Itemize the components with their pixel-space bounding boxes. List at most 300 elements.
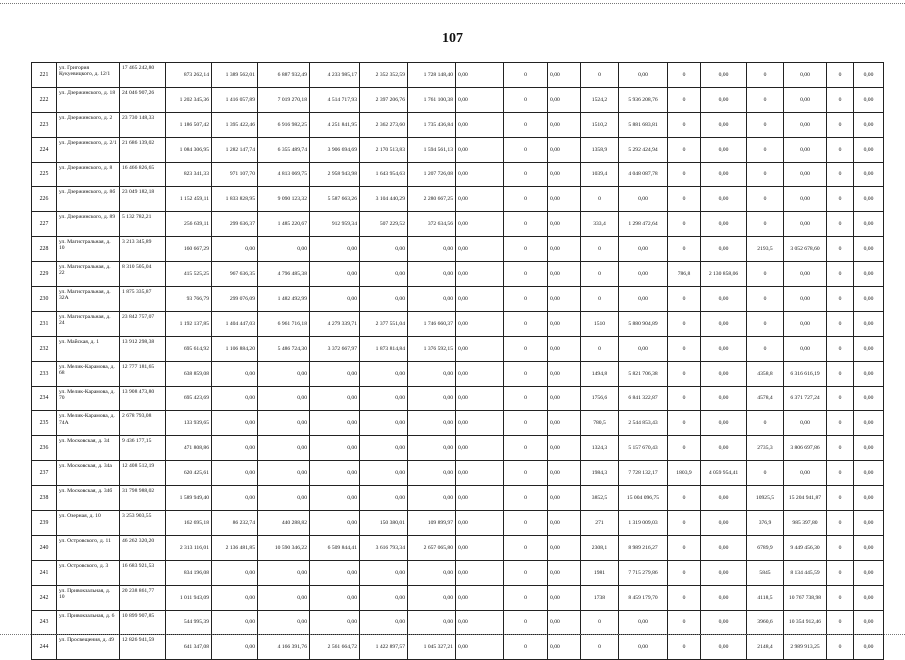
value-cell: 0,00 [408,436,456,461]
value-cell: 0,00 [456,461,504,486]
value-cell: 0 [827,162,854,187]
value-cell: 0,00 [310,610,360,635]
value-cell: 1358,9 [581,137,619,162]
value-cell: 0 [668,535,701,560]
address-cell: ул. Майская, д. 1 [57,336,120,361]
value-cell: 0,00 [310,511,360,536]
row-number: 230 [32,287,57,312]
address-cell: ул. Просвещения, д. 49 [57,635,120,660]
value-cell: 0,00 [456,87,504,112]
value-cell: 0,00 [619,610,668,635]
value-cell: 5 821 706,38 [619,361,668,386]
value-cell: 0,00 [701,436,747,461]
value-cell: 0,00 [548,63,581,88]
value-cell: 0,00 [456,187,504,212]
table-row [32,212,884,237]
table-row [32,436,884,461]
value-cell: 6 355 489,74 [258,137,310,162]
value-cell: 1 202 345,36 [166,87,212,112]
value-cell: 8 989 216,27 [619,535,668,560]
value-cell: 0,00 [310,237,360,262]
address-cell: ул. Магистральная, д. 22 [57,262,120,287]
value-cell: 5845 [747,560,784,585]
value-cell: 1524,2 [581,87,619,112]
value-cell: 6 371 727,24 [784,386,827,411]
value-cell: 2 280 667,25 [408,187,456,212]
row-number: 237 [32,461,57,486]
value-cell: 0,00 [854,560,884,585]
value-cell: 0,00 [456,112,504,137]
value-cell: 0,00 [456,436,504,461]
value-cell: 0,00 [456,511,504,536]
value-cell: 1 192 137,85 [166,311,212,336]
row-number: 231 [32,311,57,336]
address-cell: ул. Дзержинского, д. 89 [57,212,120,237]
value-cell: 1 404 447,03 [212,311,258,336]
value-cell: 4 251 841,95 [310,112,360,137]
value-cell: 4 059 954,41 [701,461,747,486]
value-cell: 507 229,52 [360,212,408,237]
value-cell: 0,00 [212,585,258,610]
value-cell: 1 045 327,21 [408,635,456,660]
value-cell: 0,00 [854,262,884,287]
address-cell: ул. Дзержинского, д. 2/1 [57,137,120,162]
value-cell: 0,00 [258,386,310,411]
value-cell: 3852,5 [581,486,619,511]
value-cell: 0 [827,361,854,386]
value-cell: 0 [581,237,619,262]
value-cell: 620 425,61 [166,461,212,486]
value-cell: 0,00 [212,610,258,635]
value-cell: 0,00 [258,560,310,585]
value-cell: 12 777 181,65 [120,361,166,386]
value-cell: 1 011 943,09 [166,585,212,610]
value-cell: 0 [827,560,854,585]
value-cell: 23 730 148,33 [120,112,166,137]
value-cell: 0,00 [854,635,884,660]
value-cell: 4578,4 [747,386,784,411]
value-cell: 0,00 [408,486,456,511]
value-cell: 0,00 [619,635,668,660]
value-cell: 4 166 391,76 [258,635,310,660]
row-number: 241 [32,560,57,585]
value-cell: 93 766,79 [166,287,212,312]
value-cell: 24 046 907,26 [120,87,166,112]
value-cell: 0 [668,237,701,262]
value-cell: 6 961 716,18 [258,311,310,336]
value-cell: 0,00 [619,262,668,287]
value-cell: 1 761 100,38 [408,87,456,112]
value-cell: 6 316 616,19 [784,361,827,386]
value-cell: 0 [747,137,784,162]
value-cell: 31 798 988,02 [120,486,166,511]
value-cell: 0,00 [548,585,581,610]
address-cell: ул. Московская, д. 34 [57,436,120,461]
value-cell: 0,00 [854,511,884,536]
address-cell: ул. Дзержинского, д. 8б [57,187,120,212]
row-number: 240 [32,535,57,560]
value-cell: 0,00 [619,287,668,312]
value-cell: 2 657 065,80 [408,535,456,560]
value-cell: 162 695,18 [166,511,212,536]
value-cell: 1 376 592,15 [408,336,456,361]
value-cell: 0 [747,311,784,336]
value-cell: 0 [827,436,854,461]
value-cell: 0 [504,187,548,212]
value-cell: 0 [668,162,701,187]
value-cell: 0,00 [784,262,827,287]
value-cell: 0 [827,585,854,610]
value-cell: 2 544 853,43 [619,411,668,436]
value-cell: 2 313 116,01 [166,535,212,560]
table-row [32,486,884,511]
value-cell: 3 104 440,29 [360,187,408,212]
value-cell: 0,00 [212,386,258,411]
address-cell: ул. Дзержинского, д. 2 [57,112,120,137]
value-cell: 2 352 352,59 [360,63,408,88]
value-cell: 23 049 182,18 [120,187,166,212]
value-cell: 2 989 913,25 [784,635,827,660]
value-cell: 0 [827,610,854,635]
value-cell: 0 [668,560,701,585]
value-cell: 0,00 [456,212,504,237]
value-cell: 0,00 [854,386,884,411]
value-cell: 0 [747,162,784,187]
value-cell: 0,00 [408,237,456,262]
value-cell: 0 [747,87,784,112]
value-cell: 0,00 [548,162,581,187]
value-cell: 10925,5 [747,486,784,511]
value-cell: 1 207 726,08 [408,162,456,187]
page-number: 107 [442,31,463,46]
address-cell: ул. Григория Кукуевицкого, д. 12/1 [57,63,120,88]
table-row [32,87,884,112]
table-row [32,63,884,88]
value-cell: 1 298 472,64 [619,212,668,237]
value-cell: 0,00 [701,511,747,536]
value-cell: 12 408 512,19 [120,461,166,486]
value-cell: 967 636,35 [212,262,258,287]
value-cell: 333,4 [581,212,619,237]
value-cell: 0,00 [456,635,504,660]
value-cell: 21 686 139,02 [120,137,166,162]
row-number: 227 [32,212,57,237]
value-cell: 0,00 [548,461,581,486]
value-cell: 0,00 [360,386,408,411]
value-cell: 0,00 [548,436,581,461]
value-cell: 0,00 [701,112,747,137]
value-cell: 13 912 298,38 [120,336,166,361]
value-cell: 376,9 [747,511,784,536]
capital-repair-table [31,62,884,660]
value-cell: 1 873 814,84 [360,336,408,361]
table-row [32,535,884,560]
value-cell: 0,00 [408,361,456,386]
value-cell: 0 [504,411,548,436]
value-cell: 0,00 [548,287,581,312]
scan-edge-top [0,3,905,5]
value-cell: 1510 [581,311,619,336]
value-cell: 1 319 009,03 [619,511,668,536]
value-cell: 0 [668,585,701,610]
table-row [32,137,884,162]
value-cell: 299 636,37 [212,212,258,237]
row-number: 223 [32,112,57,137]
value-cell: 0 [581,287,619,312]
table-row [32,585,884,610]
row-number: 224 [32,137,57,162]
value-cell: 0,00 [456,287,504,312]
value-cell: 0 [581,336,619,361]
value-cell: 0,00 [360,237,408,262]
value-cell: 0,00 [701,287,747,312]
table-body [32,63,884,660]
value-cell: 0,00 [854,137,884,162]
value-cell: 0 [581,262,619,287]
value-cell: 0,00 [784,411,827,436]
value-cell: 0,00 [258,486,310,511]
value-cell: 3 253 903,55 [120,511,166,536]
value-cell: 3 616 793,34 [360,535,408,560]
table-row [32,461,884,486]
table-row [32,237,884,262]
value-cell: 0,00 [258,585,310,610]
value-cell: 1 389 562,01 [212,63,258,88]
value-cell: 0,00 [258,610,310,635]
value-cell: 86 232,74 [212,511,258,536]
value-cell: 0,00 [456,486,504,511]
value-cell: 0 [504,386,548,411]
value-cell: 0 [827,287,854,312]
address-cell: ул. Московская, д. 34б [57,486,120,511]
value-cell: 0,00 [212,560,258,585]
value-cell: 0 [504,112,548,137]
value-cell: 0,00 [784,87,827,112]
value-cell: 0 [827,137,854,162]
value-cell: 0,00 [456,311,504,336]
value-cell: 1 152 459,11 [166,187,212,212]
row-number: 232 [32,336,57,361]
table-row [32,262,884,287]
value-cell: 0,00 [212,411,258,436]
value-cell: 0,00 [784,311,827,336]
value-cell: 0 [827,311,854,336]
value-cell: 0,00 [784,287,827,312]
value-cell: 0,00 [258,361,310,386]
value-cell: 2 130 858,06 [701,262,747,287]
value-cell: 1 422 897,57 [360,635,408,660]
table-row [32,162,884,187]
row-number: 233 [32,361,57,386]
value-cell: 0 [504,535,548,560]
address-cell: ул. Мелик-Карамова, д. 74А [57,411,120,436]
value-cell: 971 107,70 [212,162,258,187]
value-cell: 0,00 [854,411,884,436]
value-cell: 10 899 907,85 [120,610,166,635]
value-cell: 160 667,29 [166,237,212,262]
value-cell: 23 842 757,07 [120,311,166,336]
value-cell: 0 [668,187,701,212]
value-cell: 0 [504,287,548,312]
value-cell: 0 [504,336,548,361]
value-cell: 0 [747,336,784,361]
value-cell: 4358,8 [747,361,784,386]
value-cell: 0 [827,411,854,436]
value-cell: 0 [581,635,619,660]
value-cell: 9 449 456,30 [784,535,827,560]
value-cell: 0 [504,162,548,187]
value-cell: 1 728 148,40 [408,63,456,88]
value-cell: 0,00 [548,386,581,411]
value-cell: 0,00 [548,237,581,262]
value-cell: 0,00 [258,237,310,262]
value-cell: 0,00 [619,63,668,88]
row-number: 244 [32,635,57,660]
value-cell: 271 [581,511,619,536]
address-cell: ул. Островского, д. 11 [57,535,120,560]
value-cell: 256 639,11 [166,212,212,237]
value-cell: 0,00 [854,287,884,312]
value-cell: 0,00 [854,237,884,262]
row-number: 234 [32,386,57,411]
value-cell: 1756,6 [581,386,619,411]
value-cell: 0,00 [310,386,360,411]
address-cell: ул. Московская, д. 34а [57,461,120,486]
value-cell: 823 341,33 [166,162,212,187]
value-cell: 1 746 660,37 [408,311,456,336]
value-cell: 0,00 [854,187,884,212]
table-row [32,511,884,536]
value-cell: 1803,9 [668,461,701,486]
value-cell: 1 282 147,74 [212,137,258,162]
value-cell: 0,00 [548,311,581,336]
value-cell: 780,5 [581,411,619,436]
address-cell: ул. Дзержинского, д. 18 [57,87,120,112]
address-cell: ул. Привокзальная, д. 6 [57,610,120,635]
value-cell: 0 [827,212,854,237]
value-cell: 0,00 [310,287,360,312]
value-cell: 912 959,34 [310,212,360,237]
value-cell: 10 767 738,98 [784,585,827,610]
scan-edge-bottom [0,634,905,636]
row-number: 222 [32,87,57,112]
value-cell: 0,00 [701,560,747,585]
value-cell: 0 [504,585,548,610]
value-cell: 3 906 694,69 [310,137,360,162]
value-cell: 834 196,08 [166,560,212,585]
value-cell: 0,00 [701,635,747,660]
value-cell: 0,00 [548,511,581,536]
value-cell: 1 416 057,89 [212,87,258,112]
value-cell: 0 [827,461,854,486]
value-cell: 0,00 [258,436,310,461]
value-cell: 0 [747,63,784,88]
value-cell: 0,00 [854,585,884,610]
value-cell: 0,00 [360,262,408,287]
value-cell: 15 204 941,87 [784,486,827,511]
address-cell: ул. Магистральная, д. 10 [57,237,120,262]
address-cell: ул. Озерная, д. 10 [57,511,120,536]
value-cell: 6 841 322,87 [619,386,668,411]
row-number: 235 [32,411,57,436]
address-cell: ул. Островского, д. 3 [57,560,120,585]
value-cell: 0 [668,63,701,88]
value-cell: 0,00 [701,486,747,511]
value-cell: 0,00 [310,461,360,486]
value-cell: 0,00 [212,361,258,386]
value-cell: 1039,4 [581,162,619,187]
value-cell: 0,00 [548,411,581,436]
value-cell: 0 [504,262,548,287]
value-cell: 0,00 [456,361,504,386]
value-cell: 1 589 949,40 [166,486,212,511]
table-row [32,311,884,336]
value-cell: 471 808,86 [166,436,212,461]
value-cell: 9 436 177,15 [120,436,166,461]
value-cell: 6 887 932,49 [258,63,310,88]
address-cell: ул. Дзержинского, д. 8 [57,162,120,187]
value-cell: 0,00 [784,112,827,137]
value-cell: 0,00 [854,212,884,237]
value-cell: 0,00 [854,87,884,112]
value-cell: 1 875 335,87 [120,287,166,312]
value-cell: 1 482 492,99 [258,287,310,312]
value-cell: 2 397 206,76 [360,87,408,112]
table-row [32,336,884,361]
table-row [32,610,884,635]
value-cell: 0,00 [456,262,504,287]
value-cell: 0 [747,212,784,237]
value-cell: 0,00 [784,137,827,162]
value-cell: 695 614,92 [166,336,212,361]
row-number: 225 [32,162,57,187]
value-cell: 0,00 [701,386,747,411]
value-cell: 0,00 [701,336,747,361]
value-cell: 5 587 663,26 [310,187,360,212]
table-row [32,361,884,386]
value-cell: 0,00 [701,361,747,386]
value-cell: 0,00 [548,610,581,635]
value-cell: 6 509 844,41 [310,535,360,560]
value-cell: 2735,3 [747,436,784,461]
value-cell: 0 [827,336,854,361]
table-row [32,386,884,411]
value-cell: 0,00 [701,212,747,237]
value-cell: 372 634,56 [408,212,456,237]
value-cell: 0 [747,461,784,486]
value-cell: 9 090 123,32 [258,187,310,212]
value-cell: 0 [668,87,701,112]
value-cell: 3960,6 [747,610,784,635]
value-cell: 0,00 [701,411,747,436]
row-number: 239 [32,511,57,536]
value-cell: 0 [504,87,548,112]
value-cell: 0,00 [408,610,456,635]
value-cell: 0,00 [360,610,408,635]
value-cell: 109 899,97 [408,511,456,536]
value-cell: 0,00 [310,585,360,610]
value-cell: 4 514 717,93 [310,87,360,112]
value-cell: 8 134 445,59 [784,560,827,585]
value-cell: 0 [504,212,548,237]
value-cell: 0 [668,411,701,436]
value-cell: 0,00 [310,436,360,461]
value-cell: 0,00 [854,535,884,560]
value-cell: 0,00 [360,411,408,436]
value-cell: 0,00 [310,486,360,511]
value-cell: 0,00 [548,212,581,237]
value-cell: 5 881 683,81 [619,112,668,137]
